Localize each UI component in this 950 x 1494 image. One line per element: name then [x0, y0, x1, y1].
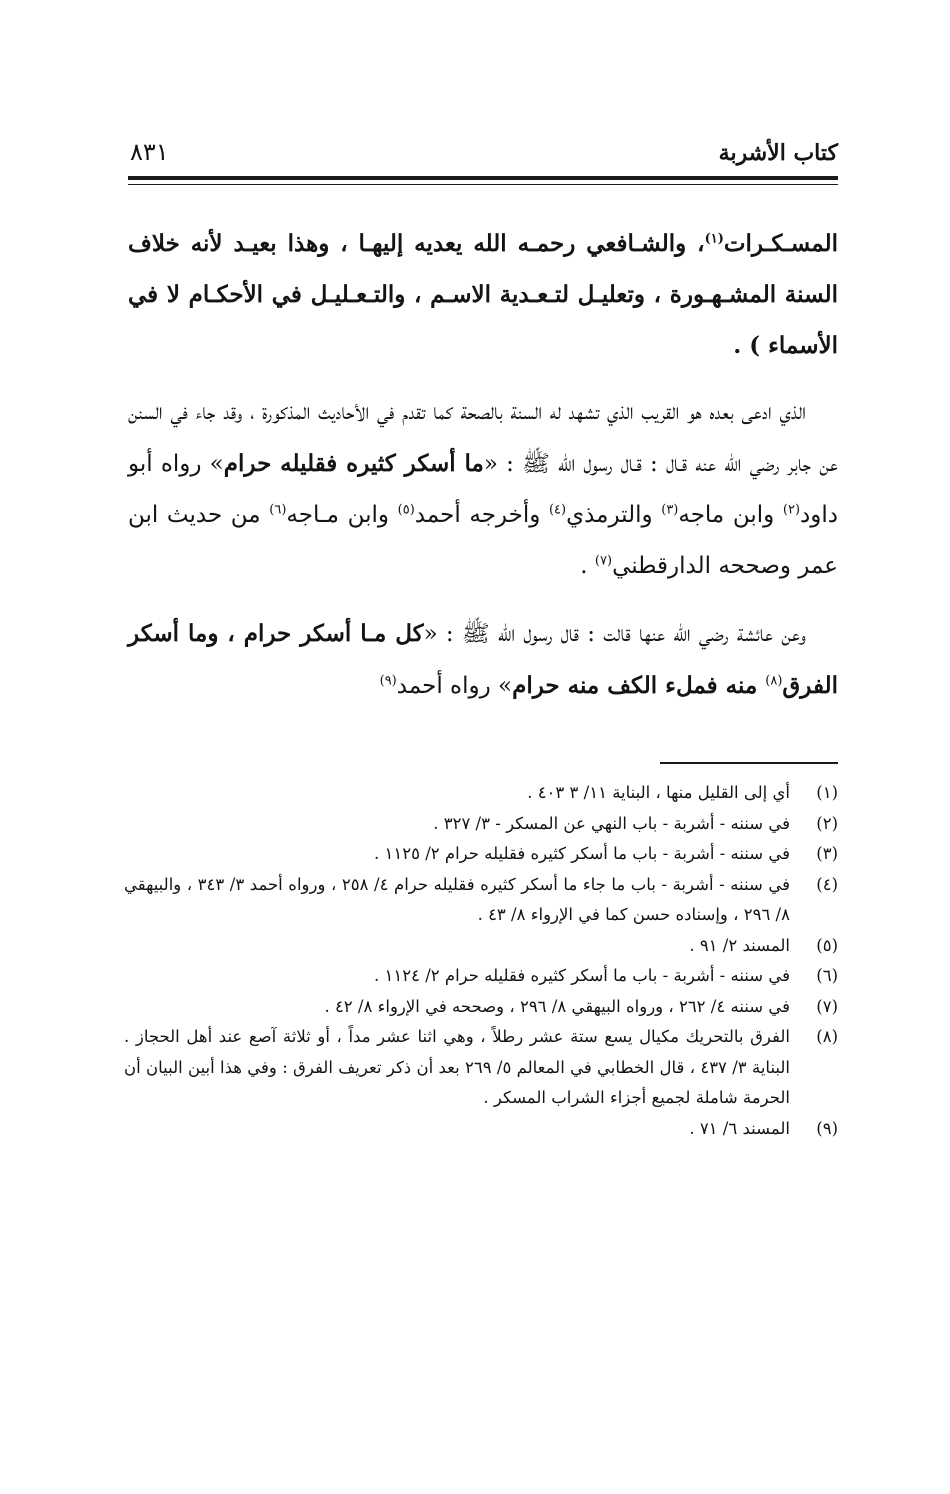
footnote-ref-5: (٥): [397, 502, 415, 518]
running-title: كتاب الأشربة: [718, 140, 838, 166]
p2-text-8: .: [580, 553, 595, 579]
p2-text-7: من حديث ابن عمر وصححه الدارقطني: [128, 502, 838, 579]
footnote-number: (٨): [816, 1027, 838, 1046]
footnote-text: في سننه ٤/ ٢٦٢ ، ورواه البيهقي ٨/ ٢٩٦ ، وصححه في الإرواء ٨/ ٤٢ .: [324, 996, 790, 1016]
footnote-number: (٩): [816, 1118, 838, 1138]
footnote-ref-3: (٣): [661, 502, 679, 518]
footnote-5: [124, 931, 838, 962]
p2-text-3: وابن ماجه: [678, 502, 783, 528]
footnote-7: [124, 992, 838, 1023]
footnote-text: أي إلى القليل منها ، البناية ١١/ ٣ ٤٠٣ .: [527, 783, 790, 802]
p2-text-4: والترمذي: [566, 502, 662, 528]
footnote-ref-6: (٦): [269, 502, 287, 518]
p2-text-6: وابن مـاجه: [286, 502, 398, 528]
p2-text-1: الذي ادعى بعده هو القريب الذي تشهد له السنة بالصحة كما تقدم في الأحاديث المذكورة ، وقد جاء في السنن عن جابر رضي الله عنه قـال : قـال رسول الله ﷺ : «: [128, 399, 838, 477]
footnote-text: في سننه - أشربة - باب ما أسكر كثيره فقليله حرام ٢/ ١١٢٤ .: [374, 966, 790, 985]
p3-text-2: » رواه أحمد: [396, 673, 513, 699]
header-rule-thin: [128, 184, 838, 185]
footnote-number: (٣): [816, 844, 838, 863]
hadith-quote-1: ما أسكر كثيره فقليله حرام: [223, 450, 484, 477]
footnote-text: في سننه - أشربة - باب النهي عن المسكر - ٣/ ٣٢٧ .: [433, 813, 790, 833]
footnote-8: [124, 1022, 838, 1114]
footnote-number: (٥): [816, 935, 838, 955]
footnote-text: في سننه - أشربة - باب ما أسكر كثيره فقليله حرام ٢/ ١١٢٥ .: [374, 844, 790, 863]
footnote-ref-4: (٤): [548, 502, 567, 518]
footnote-text: في سننه - أشربة - باب ما جاء ما أسكر كثيره فقليله حرام ٤/ ٢٥٨ ، ورواه أحمد ٣/ ٣٤٣ ، والبيهقي ٨/ ٢٩٦ ، وإسناده حسن كما في الإرواء ٨/ ٤٣ .: [124, 874, 791, 924]
footnote-9: [124, 1114, 838, 1145]
footnote-text: الفرق بالتحريك مكيال يسع ستة عشر رطلاً ، وهي اثنا عشر مداً ، أو ثلاثة آصع عند أهل الحجاز . البناية ٣/ ٤٣٧ ، قال الخطابي في المعالم ٥/ ٢٦٩ بعد أن ذكر تعريف الفرق : وفي هذا أبين البيان أن الحرمة شاملة لجميع أجزاء الشراب المسكر .: [124, 1027, 791, 1107]
footnote-3: [124, 839, 838, 870]
footnote-ref-7: (٧): [594, 553, 613, 569]
footnote-separator: [660, 762, 838, 764]
footnote-text: المسند ٦/ ٧١ .: [689, 1118, 790, 1138]
page-number: ٨٣١: [130, 138, 169, 166]
footnote-1: [124, 778, 838, 809]
footnote-6: [124, 961, 838, 992]
footnotes-list: [124, 778, 838, 1144]
paragraph-1: [128, 218, 838, 371]
footnote-number: (٢): [816, 813, 838, 833]
footnote-number: (١): [816, 783, 838, 802]
footnote-number: (٤): [816, 874, 838, 894]
footnote-4: [124, 870, 838, 931]
footnote-ref-9: (٩): [379, 673, 397, 689]
paragraph-2: [128, 387, 838, 592]
footnote-ref-2: (٢): [782, 502, 801, 518]
paragraph-3: [128, 608, 838, 712]
header-rule-thick: [128, 176, 838, 180]
footnote-number: (٦): [816, 966, 838, 985]
p3-text-1: وعن عائشة رضي الله عنها قالت : قال رسول الله ﷺ : «: [423, 621, 806, 647]
footnote-ref-1: (١): [704, 231, 724, 247]
footnote-2: [124, 809, 838, 840]
p1-text-2: ، والشـافعي رحمـه الله يعديه إليهـا ، وهذا بعيـد لأنه خلاف السنة المشـهـورة ، وتعليـل لتـعـدية الاسـم ، والتـعـليـل في الأحكـام لا في الأسماء ) .: [128, 230, 838, 359]
p2-text-5: وأخرجه أحمد: [414, 502, 549, 528]
footnote-number: (٧): [816, 996, 838, 1016]
page-header: [128, 136, 838, 176]
footnote-ref-8: (٨): [765, 673, 783, 689]
hadith-quote-2-part-2: منه فملء الكف منه حرام: [512, 672, 766, 699]
footnote-text: المسند ٢/ ٩١ .: [689, 935, 790, 955]
p2-text-2: » رواه أبو داود: [128, 451, 839, 528]
p1-text-1: المسـكـرات: [723, 230, 838, 257]
main-text: [128, 218, 838, 712]
hadith-quote-2-part-1: كل مـا أسكر حرام ، وما أسكر الفرق: [128, 620, 838, 699]
